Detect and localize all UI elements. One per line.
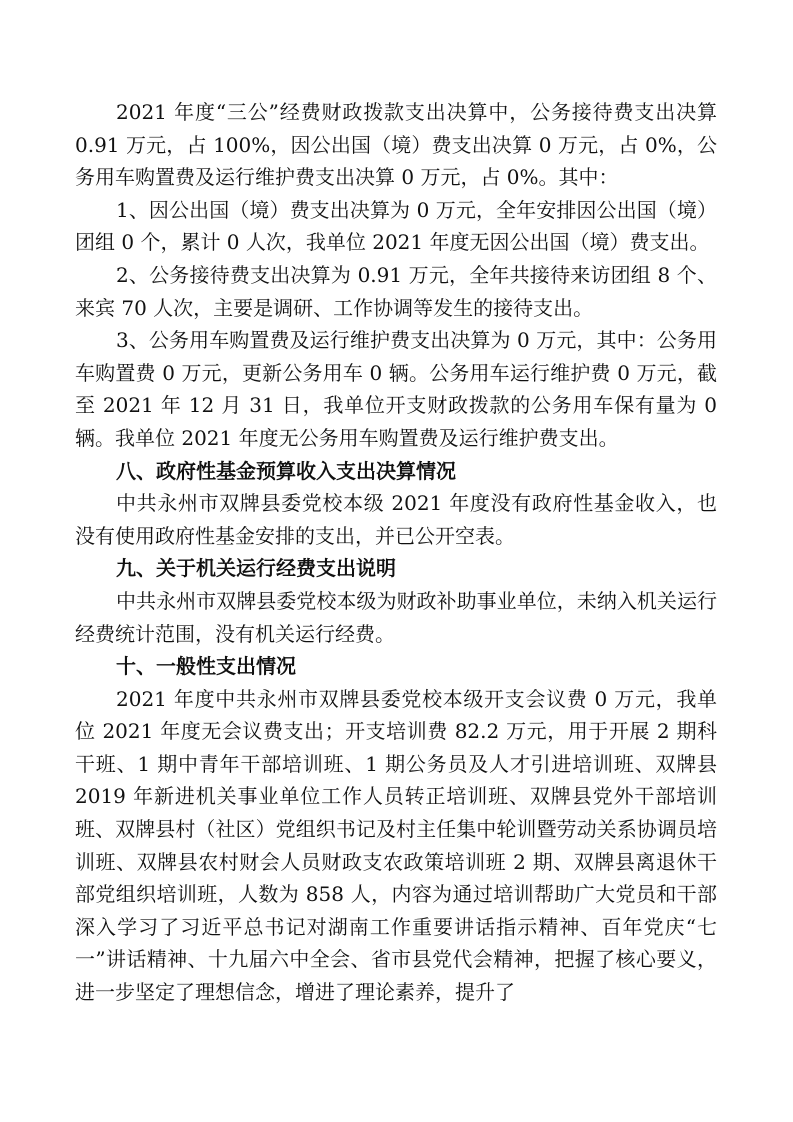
section-heading-operating-expense: 九、关于机关运行经费支出说明 bbox=[116, 556, 396, 581]
paragraph-vehicle-expense: 3、公务用车购置费及运行维护费支出决算为 0 万元，其中：公务用车购置费 0 万元，更新公务用车 0 辆。公务用车运行维护费 0 万元，截至 2021 年 12 月 31 日，我单位开支财政拨款的公务用车保有量为 0 辆。我单位 2021 年度无公务用车购置费及运行维护费支出。 bbox=[75, 328, 717, 450]
section-heading-government-fund: 八、政府性基金预算收入支出决算情况 bbox=[116, 458, 456, 483]
section-heading-general-expense: 十、一般性支出情况 bbox=[116, 654, 296, 679]
paragraph-operating-expense: 中共永州市双牌县委党校本级为财政补助事业单位，未纳入机关运行经费统计范围，没有机关运行经费。 bbox=[75, 588, 717, 646]
paragraph-overseas-expense: 1、因公出国（境）费支出决算为 0 万元，全年安排因公出国（境）团组 0 个，累计 0 人次，我单位 2021 年度无因公出国（境）费支出。 bbox=[75, 197, 717, 255]
paragraph-reception-expense: 2、公务接待费支出决算为 0.91 万元，全年共接待来访团组 8 个、来宾 70 人次，主要是调研、工作协调等发生的接待支出。 bbox=[75, 262, 717, 320]
document-body bbox=[75, 96, 717, 1009]
paragraph-general-expense: 2021 年度中共永州市双牌县委党校本级开支会议费 0 万元，我单位 2021 年度无会议费支出；开支培训费 82.2 万元，用于开展 2 期科干班、1 期中青年干部培训班、1 期公务员及人才引进培训班、双牌县 2019 年新进机关事业单位工作人员转正培训班、双牌县党外干部培训班、双牌县村（社区）党组织书记及村主任集中轮训暨劳动关系协调员培训班、双牌县农村财会人员财政支农政策培训班 2 期、双牌县离退休干部党组织培训班，人数为 858 人，内容为通过培训帮助广大党员和干部深入学习了习近平总书记对湖南工作重要讲话指示精神、百年党庆“七一”讲话精神、十九届六中全会、省市县党代会精神，把握了核心要义，进一步坚定了理想信念，增进了理论素养，提升了 bbox=[75, 686, 717, 1005]
paragraph-government-fund: 中共永州市双牌县委党校本级 2021 年度没有政府性基金收入，也没有使用政府性基金安排的支出，并已公开空表。 bbox=[75, 491, 717, 548]
paragraph-sangong-summary: 2021 年度“三公”经费财政拨款支出决算中，公务接待费支出决算 0.91 万元，占 100%，因公出国（境）费支出决算 0 万元，占 0%，公务用车购置费及运行维护费支出决算 0 万元，占 0%。其中： bbox=[75, 100, 717, 190]
